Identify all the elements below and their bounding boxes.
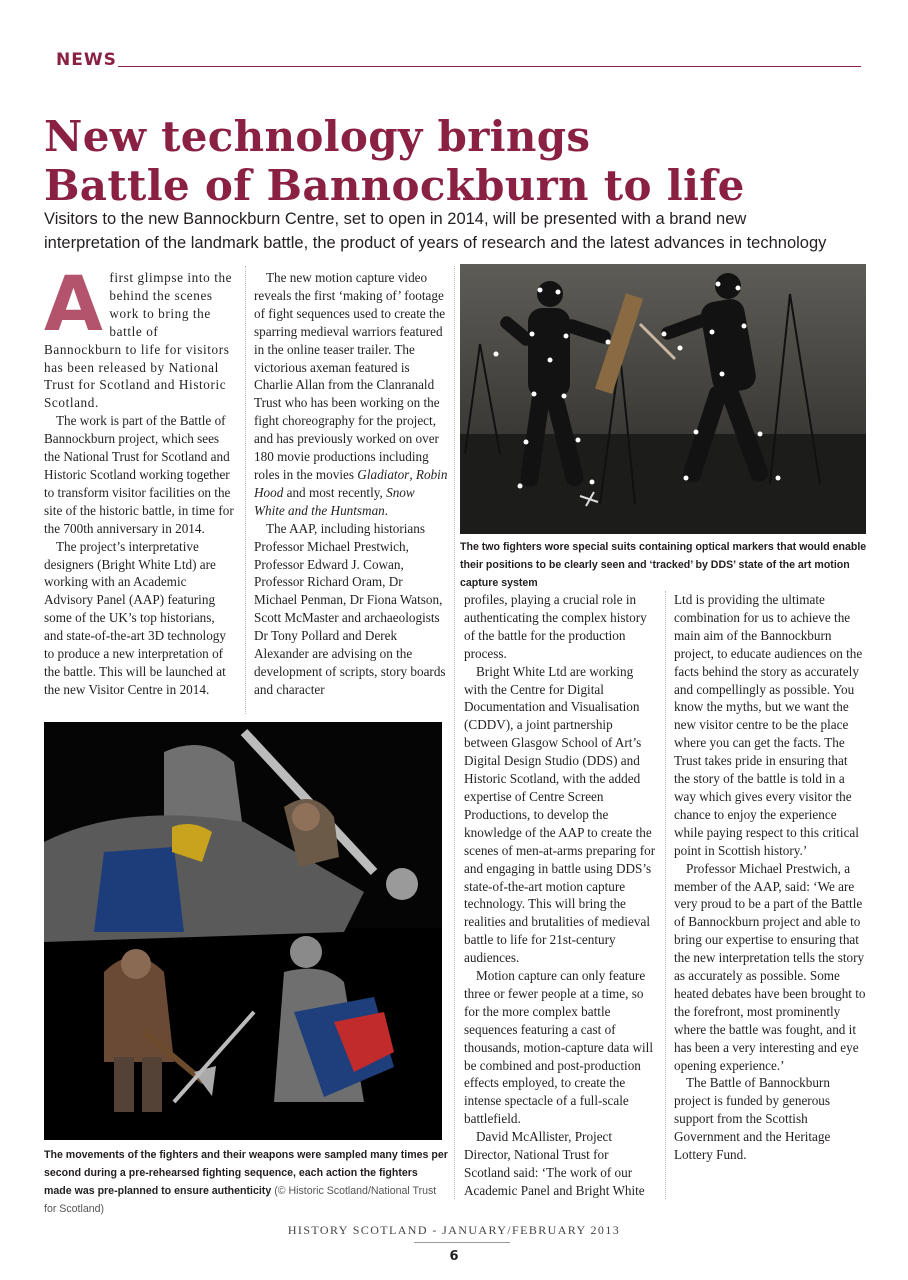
body-paragraph: Professor Michael Prestwich, a member of the AAP, said: ‘We are very proud to be a part of the Battle of Bannockburn project and able to bring our expertise to ensuring that the new interpretation tells the story as accurately as possible. Some heated debates have been brought to the forefront, most prominently where the battle was fought, and it has been a very interesting and eye opening experience.’	[674, 860, 866, 1073]
article-column-2	[254, 269, 448, 699]
body-paragraph: The new motion capture video reveals the first ‘making of’ footage of fight sequences used to create the sparring medieval warriors featured in the online teaser trailer. The victorious axeman featured is Charlie Allan from the Clanranald Trust who has been working on the fight choreography for the project, and has previously worked on over 180 movie productions including roles in the movies Gladiator, Robin Hood and most recently, Snow White and the Huntsman.	[254, 270, 448, 518]
body-paragraph: Bright White Ltd are working with the Centre for Digital Documentation and Visualisation (CDDV), a joint partnership between Glasgow School of Art’s Digital Design Studio (DDS) and Historic Scotland, with the added expertise of Centre Screen Productions, to develop the knowledge of the AAP to create the scenes of men-at-arms preparing for and engaging in battle using DDS’s state-of-the-art motion capture technology. This will bring the realities and brutalities of medieval battle to life for 21st-century audiences.	[464, 663, 656, 966]
footer-rule	[414, 1242, 510, 1243]
body-text: The new motion capture video reveals the first ‘making of’ footage of fight sequences used to create the sparring medieval warriors featured in the online teaser trailer. The victorious axeman featured is Charlie Allan from the Clanranald Trust who has been working on the fight choreography for the project, and has previously worked on over 180 movie productions including roles in the movies	[254, 270, 446, 482]
motion-capture-photo	[460, 264, 866, 534]
headline	[44, 112, 884, 210]
motion-capture-illustration	[460, 264, 866, 534]
body-paragraph: The AAP, including historians Professor Michael Prestwich, Professor Edward J. Cowan, Professor Richard Oram, Dr Michael Penman, Dr Fiona Watson, Scott McMaster and archaeologists Dr Tony Pollard and Derek Alexander are advising on the development of scripts, story boards and character	[254, 520, 446, 697]
column-divider	[665, 591, 666, 1199]
film-title: Gladiator	[357, 466, 410, 482]
body-text: and most recently,	[286, 484, 383, 500]
page-number: 6	[449, 1249, 459, 1264]
section-rule	[118, 66, 861, 67]
section-label: NEWS	[56, 50, 117, 70]
body-paragraph: David McAllister, Project Director, National Trust for Scotland said: ‘The work of our Academic Panel and Bright White	[464, 1129, 645, 1198]
body-paragraph: The work is part of the Battle of Bannockburn project, which sees the National Trust for Scotland and Historic Scotland working together to transform visitor facilities on the site of the historic battle, in time for the 700th anniversary in 2014.	[44, 413, 234, 536]
film-title: Snow White and the Huntsman	[254, 484, 415, 518]
drop-cap: A	[44, 259, 104, 348]
article-column-3	[464, 591, 656, 1200]
medieval-warriors-render	[44, 722, 442, 1140]
article-column-1	[44, 259, 236, 699]
standfirst-line-2: interpretation of the landmark battle, the product of years of research and the latest advances in technology	[44, 234, 827, 252]
headline-line-1: New technology brings	[44, 112, 591, 161]
publication-footer: HISTORY SCOTLAND - JANUARY/FEBRUARY 2013	[287, 1223, 621, 1237]
standfirst-line-1: Visitors to the new Bannockburn Centre, set to open in 2014, will be presented with a brand new	[44, 210, 747, 228]
column-divider	[454, 266, 455, 1199]
body-paragraph: profiles, playing a crucial role in authenticating the complex history of the battle for the production process.	[464, 592, 647, 661]
body-paragraph: Ltd is providing the ultimate combination for us to achieve the main aim of the Bannockburn project, to educate audiences on the facts behind the story as accurately and compellingly as possible. You know the myths, but we want the new visitor centre to be the place where you can get the facts. The Trust takes pride in ensuring that the story of the battle is told in a way which gives every visitor the chance to enjoy the experience while paying respect to this critical point in Scottish history.’	[674, 592, 863, 858]
film-title: Robin Hood	[254, 466, 448, 500]
headline-line-2: Battle of Bannockburn to life	[44, 161, 745, 210]
body-paragraph: The project’s interpretative designers (Bright White Ltd) are working with an Academic Advisory Panel (AAP) featuring some of the UK’s top historians, and state-of-the-art 3D technology to produce a new interpretation of the battle. This will be launched at the new Visitor Centre in 2014.	[44, 538, 226, 697]
photo-credit: (© Historic Scotland/National Trust for Scotland)	[44, 1185, 437, 1215]
photo-caption-motion-capture: The two fighters wore special suits containing optical markers that would enable their positions to be clearly seen and ‘tracked’ by DDS’ state of the art motion capture system	[460, 541, 867, 589]
article-column-4	[674, 591, 866, 1164]
body-paragraph: The Battle of Bannockburn project is funded by generous support from the Scottish Government and the Heritage Lottery Fund.	[674, 1075, 831, 1163]
3d-render-photo	[44, 722, 442, 1140]
standfirst	[44, 207, 884, 255]
photo-caption-3d-render	[44, 1146, 448, 1218]
body-paragraph: Motion capture can only feature three or fewer people at a time, so for the more complex battle sequences featuring a cast of thousands, motion-capture data will be combined and post-production effects employed, to create the intense spectacle of a full-scale battlefield.	[464, 968, 653, 1127]
intro-text: first glimpse into the behind the scenes work to bring the battle of Bannockburn to life for visitors has been released by National Trust for Scotland and Historic Scotland.	[44, 270, 233, 411]
intro-paragraph	[44, 259, 236, 412]
caption-text: The movements of the fighters and their weapons were sampled many times per second during a pre-rehearsed fighting sequence, each action the fighters made was pre-planned to ensure authenticity	[44, 1149, 448, 1197]
column-divider	[245, 266, 246, 714]
